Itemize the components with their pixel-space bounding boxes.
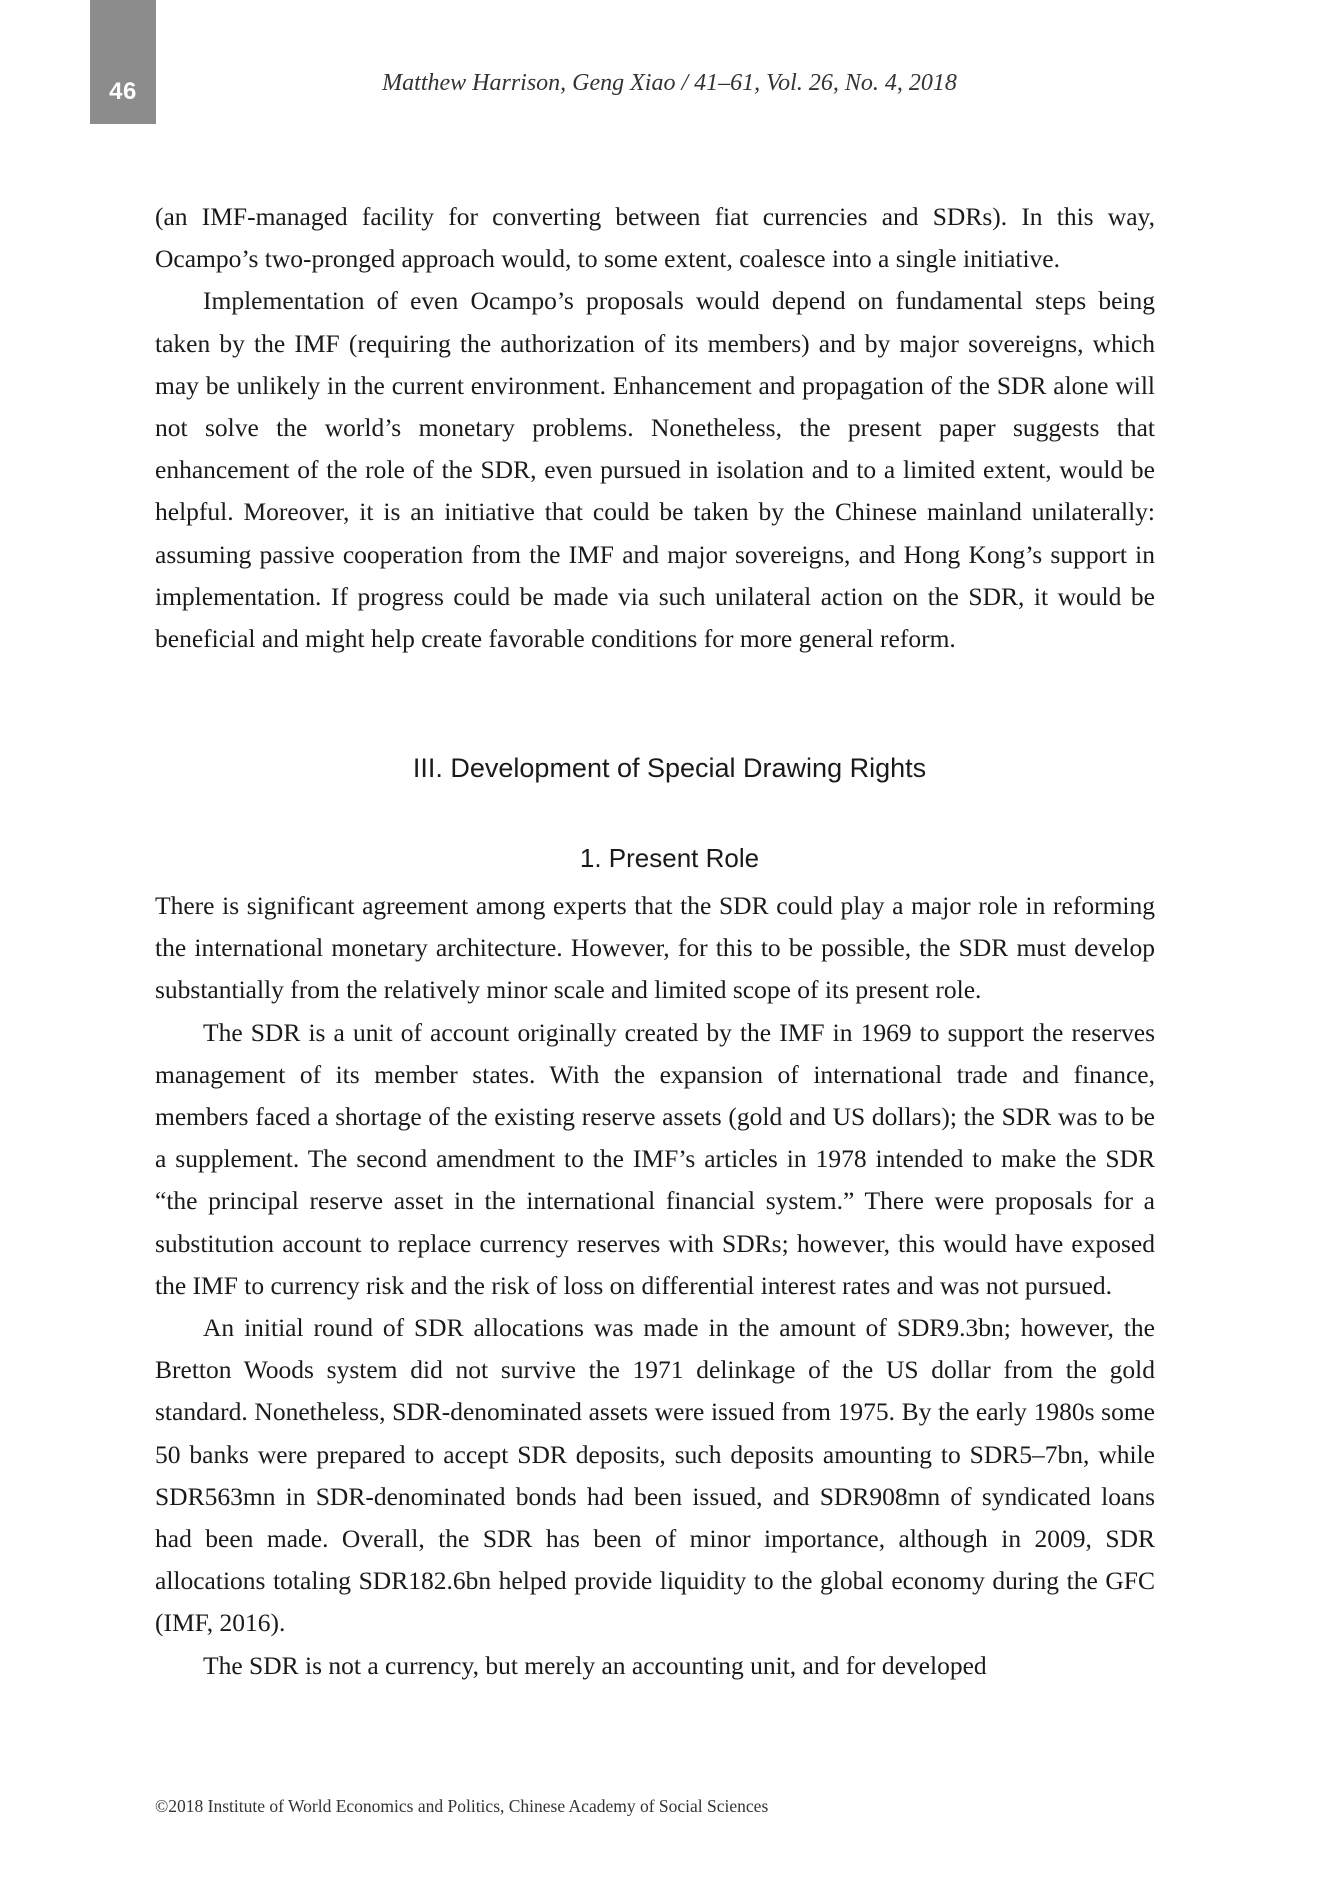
paragraph: There is significant agreement among experts that the SDR could play a major role in reforming the international monetary architecture. However, for this to be possible, the SDR must develop substantially from the relatively minor scale and limited scope of its present role.: [155, 891, 1155, 1005]
section-heading: III. Development of Special Drawing Rights: [412, 753, 927, 783]
paragraph: Implementation of even Ocampo’s proposals would depend on fundamental steps being taken by the IMF (requiring the authorization of its members) and by major sovereigns, which may be unlikely in the current environment. Enhancement and propagation of the SDR alone will not solve the world’s monetary problems. Nonetheless, the present paper suggests that enhancement of the role of the SDR, even pursued in isolation and to a limited extent, would be helpful. Moreover, it is an initiative that could be taken by the Chinese mainland unilaterally: assuming passive cooperation from the IMF and major sovereigns, and Hong Kong’s support in implementation. If progress could be made via such unilateral action on the SDR, it would be beneficial and might help create favorable conditions for more general reform.: [155, 286, 1155, 654]
sub-heading: 1. Present Role: [579, 843, 760, 873]
footer-copyright: ©2018 Institute of World Economics and Politics, Chinese Academy of Social Sciences: [155, 1796, 769, 1816]
paragraph: An initial round of SDR allocations was made in the amount of SDR9.3bn; however, the Bretton Woods system did not survive the 1971 delinkage of the US dollar from the gold standard. Nonetheless, SDR-denominated assets were issued from 1975. By the early 1980s some 50 banks were prepared to accept SDR deposits, such deposits amounting to SDR5–7bn, while SDR563mn in SDR-denominated bonds had been issued, and SDR908mn of syndicated loans had been made. Overall, the SDR has been of minor importance, although in 2009, SDR allocations totaling SDR182.6bn helped provide liquidity to the global economy during the GFC (IMF, 2016).: [155, 1313, 1155, 1638]
paragraph: The SDR is not a currency, but merely an accounting unit, and for developed: [203, 1650, 987, 1680]
page-number-tab: [90, 0, 156, 124]
page-number: 46: [109, 78, 137, 105]
body-text-top: [155, 196, 1155, 660]
running-head: Matthew Harrison, Geng Xiao / 41–61, Vol. 26, No. 4, 2018: [382, 70, 957, 96]
body-text-main: [155, 885, 1155, 1687]
paragraph: The SDR is a unit of account originally created by the IMF in 1969 to support the reserves management of its member states. With the expansion of international trade and finance, members faced a shortage of the existing reserve assets (gold and US dollars); the SDR was to be a supplement. The second amendment to the IMF’s articles in 1978 intended to make the SDR “the principal reserve asset in the international financial system.” There were proposals for a substitution account to replace currency reserves with SDRs; however, this would have exposed the IMF to currency risk and the risk of loss on differential interest rates and was not pursued.: [155, 1017, 1155, 1300]
paragraph: (an IMF-managed facility for converting between fiat currencies and SDRs). In this way, Ocampo’s two-pronged approach would, to some extent, coalesce into a single initiative.: [155, 202, 1155, 274]
